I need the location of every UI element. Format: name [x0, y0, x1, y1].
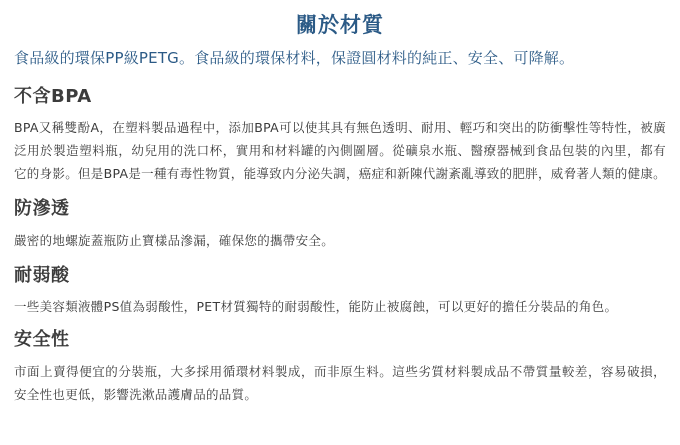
section-heading-safety: 安全性 [14, 329, 70, 351]
section-bpa [14, 85, 666, 186]
section-body-leak-proof: 嚴密的地螺旋蓋瓶防止寶樣品滲漏，確保您的攜帶安全。 [14, 232, 335, 248]
section-body-bpa: BPA又稱雙酚A，在塑料製品過程中，添加BPA可以使其具有無色透明、耐用、輕巧和突出的防衝擊性等特性，被廣泛用於製造塑料瓶，幼兒用的洗口杯，實用和材料罐的內側圖層。從礦泉水瓶、醫療器械到食品包裝的內里，都有它的身影。但是BPA是一種有毒性物質，能導致内分泌失調，癌症和新陳代謝紊亂導致的肥胖，威脅著人類的健康。 [14, 119, 666, 182]
section-body-acid-resistance: 一些美容類液體PS值為弱酸性，PET材質獨特的耐弱酸性，能防止被腐蝕，可以更好的擔任分裝品的角色。 [14, 299, 618, 315]
section-heading-leak-proof: 防滲透 [14, 198, 70, 220]
section-heading-acid-resistance: 耐弱酸 [14, 264, 70, 286]
section-safety [14, 328, 666, 406]
section-body-safety: 市面上賣得便宜的分裝瓶，大多採用循環材料製成，而非原生料。這些劣質材料製成品不帶質量較差，容易破損，安全性也更低，影響洗漱品護膚品的品質。 [14, 363, 666, 402]
section-heading-bpa: 不含BPA [14, 85, 92, 107]
section-leak-proof [14, 197, 666, 252]
page-title: 關於材質 [296, 13, 384, 37]
lead-paragraph: 食品級的環保PP級PETG。食品級的環保材料，保證圓材料的純正、安全、可降解。 [14, 49, 575, 68]
section-acid-resistance [14, 264, 666, 319]
